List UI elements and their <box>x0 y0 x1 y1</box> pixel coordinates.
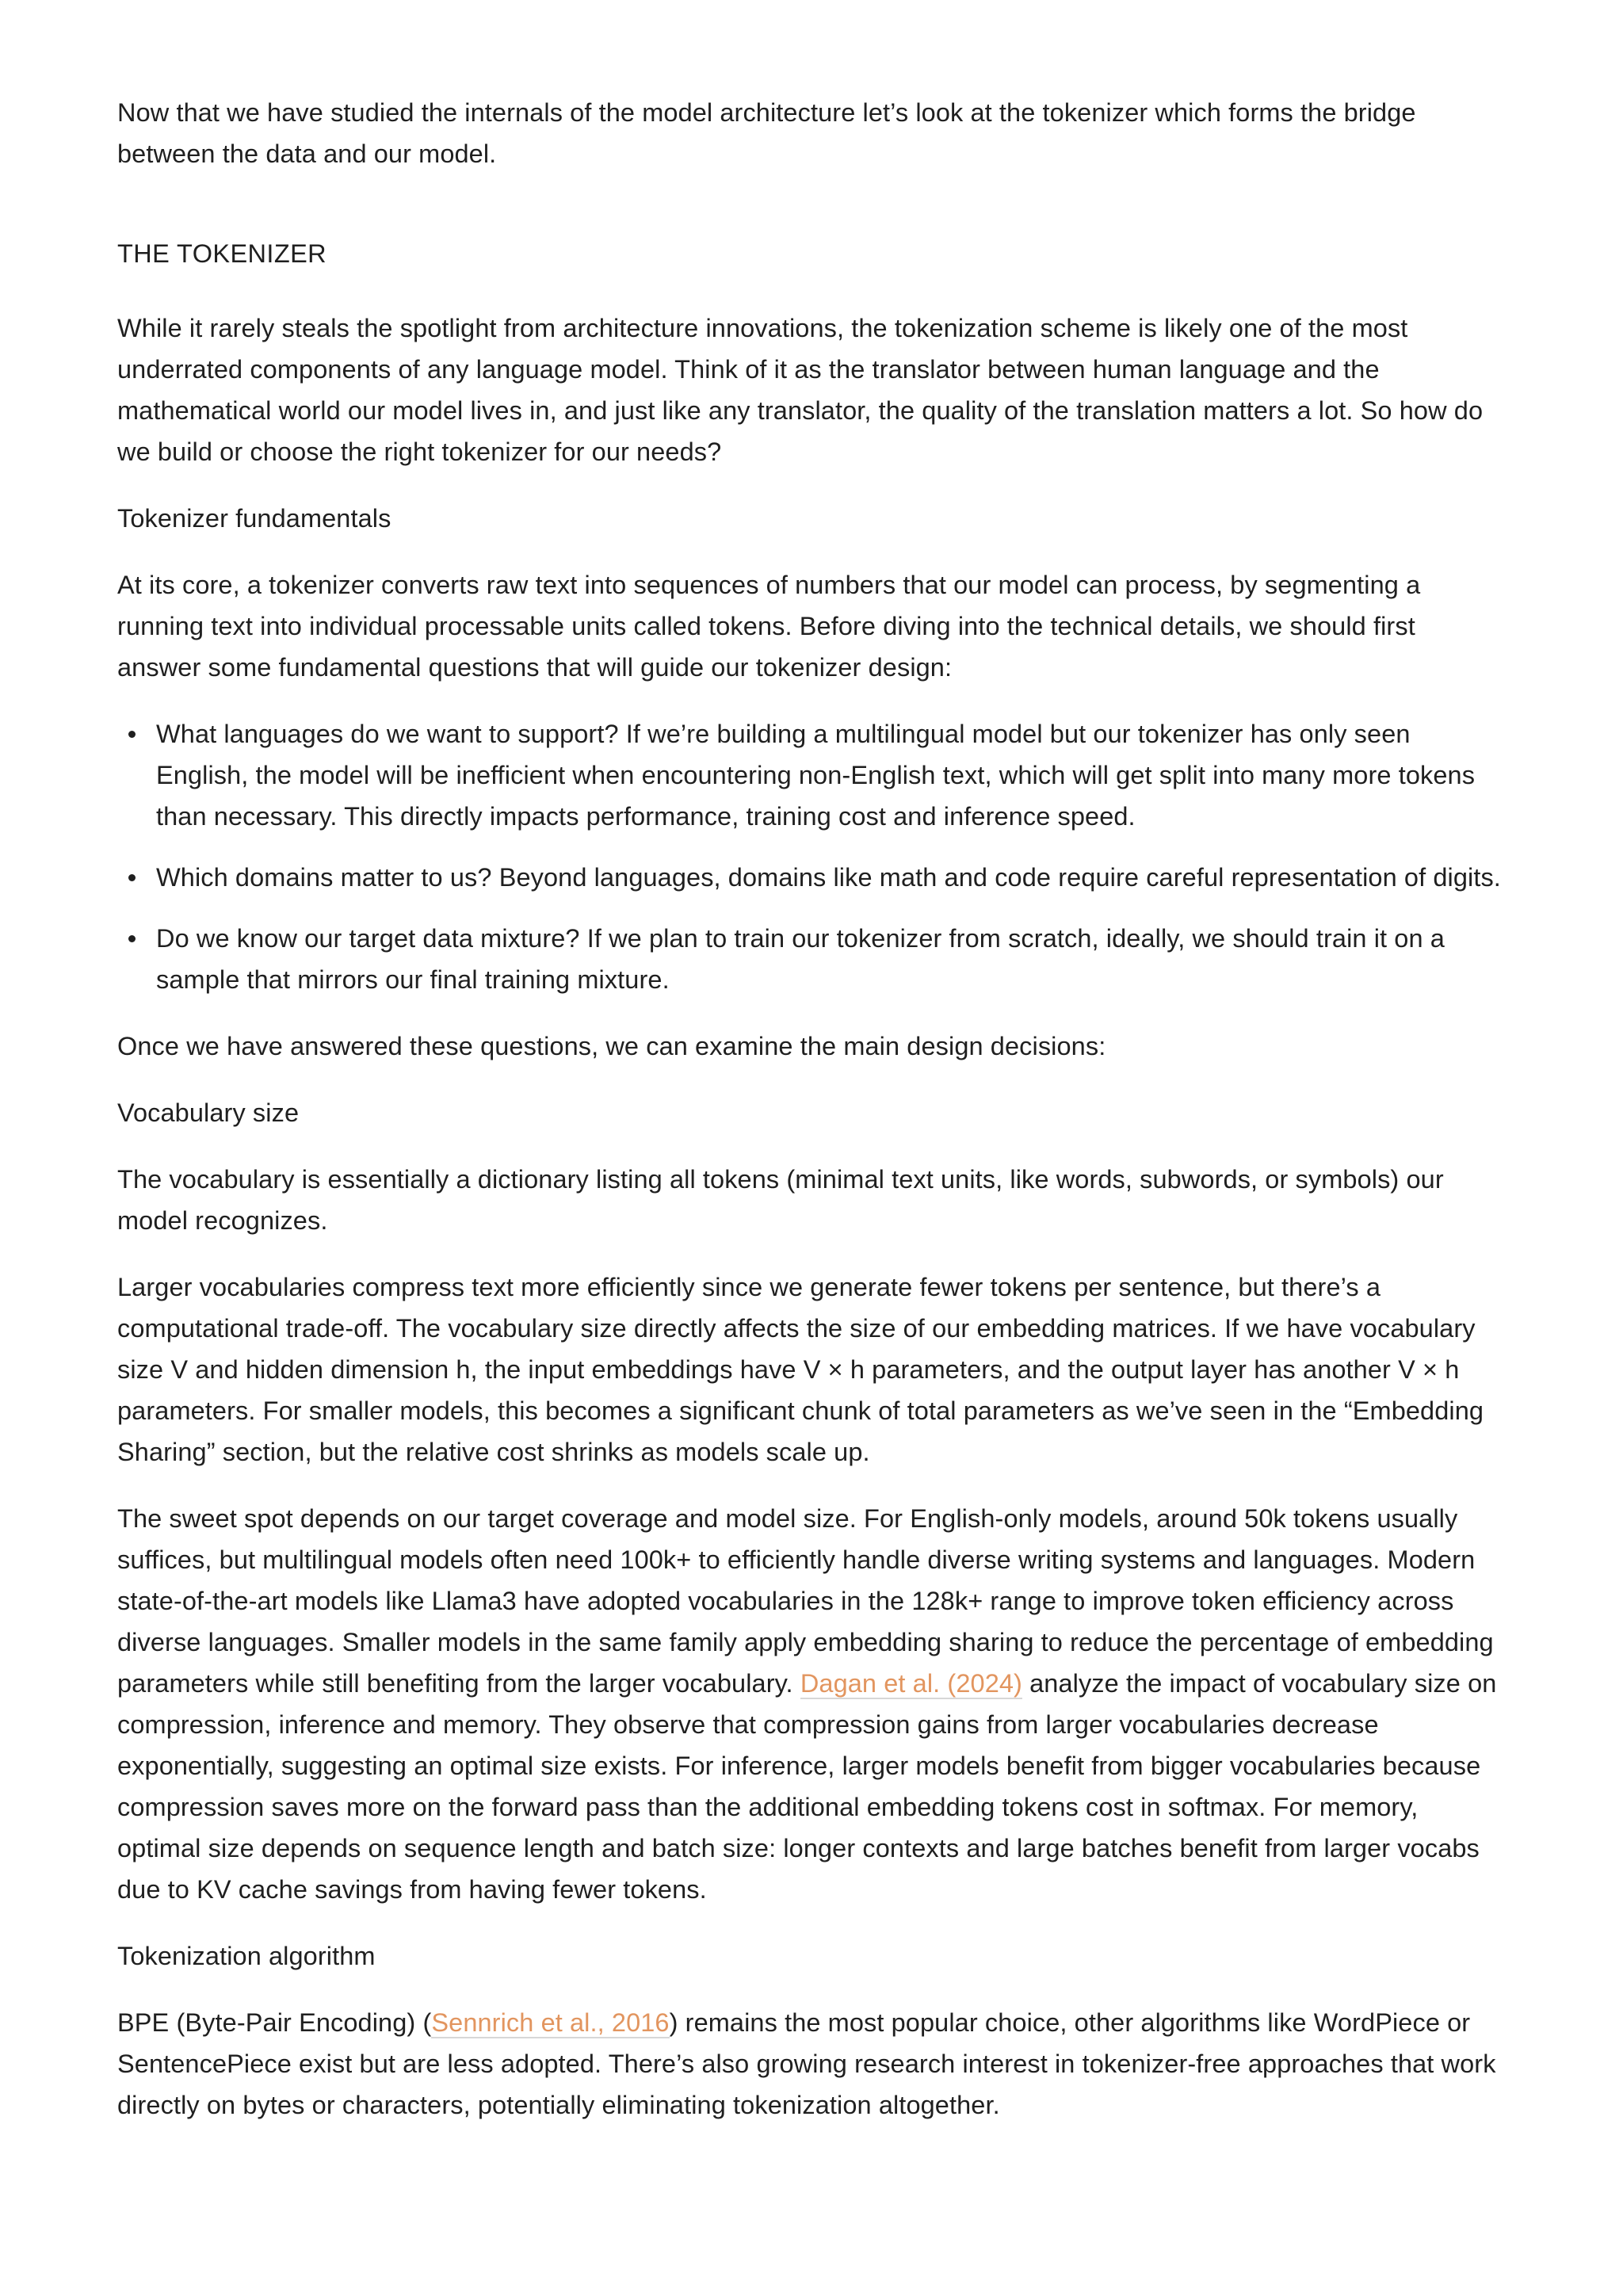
core-paragraph: At its core, a tokenizer converts raw text into sequences of numbers that our model can process, by segmenting a running text into individual processable units called tokens. Before diving into the technical details, we should first answer some fundamental questions that will guide our tokenizer design: <box>117 571 1421 682</box>
spotlight-paragraph: While it rarely steals the spotlight from architecture innovations, the tokenization scheme is likely one of the most underrated components of any language model. Think of it as the translator between human language and the mathematical world our model lives in, and just like any translator, the quality of the translation matters a lot. So how do we build or choose the right tokenizer for our needs? <box>117 314 1484 466</box>
list-item-text: Do we know our target data mixture? If we plan to train our tokenizer from scratch, ideally, we should train it on a sample that mirrors our final training mixture. <box>156 924 1445 994</box>
bullet-dot-icon <box>128 874 136 881</box>
larger-vocabularies-paragraph: Larger vocabularies compress text more efficiently since we generate fewer tokens per sentence, but there’s a computational trade-off. The vocabulary size directly affects the size of our embedding matrices. If we have vocabulary size V and hidden dimension h, the input embeddings have V × h parameters, and the output layer has another V × h parameters. For smaller models, this becomes a significant chunk of total parameters as we’ve seen in the “Embedding Sharing” section, but the relative cost shrinks as models scale up. <box>117 1273 1484 1466</box>
list-item <box>156 857 1506 898</box>
list-item <box>156 713 1506 837</box>
vocabulary-definition-paragraph: The vocabulary is essentially a dictionary listing all tokens (minimal text units, like words, subwords, or symbols) our model recognizes. <box>117 1165 1444 1235</box>
list-item <box>156 918 1506 1000</box>
bpe-text-after: ) remains the most popular choice, other algorithms like WordPiece or SentencePiece exist but are less adopted. There’s also growing research interest in tokenizer-free approaches that work directly on bytes or characters, potentially eliminating tokenization altogether. <box>117 2008 1496 2119</box>
list-item-text: What languages do we want to support? If we’re building a multilingual model but our tokenizer has only seen English, the model will be inefficient when encountering non-English text, which will get split into many more tokens than necessary. This directly impacts performance, training cost and inference speed. <box>156 720 1476 831</box>
sweet-spot-paragraph <box>117 1498 1506 1910</box>
sweet-spot-text-after: analyze the impact of vocabulary size on compression, inference and memory. They observe that compression gains from larger vocabularies decrease exponentially, suggesting an optimal size exists. For inference, larger models benefit from bigger vocabularies because compression saves more on the forward pass than the additional embedding tokens cost in softmax. For memory, optimal size depends on sequence length and batch size: longer contexts and large batches benefit from larger vocabs due to KV cache savings from having fewer tokens. <box>117 1669 1497 1904</box>
intro-paragraph: Now that we have studied the internals of the model architecture let’s look at the tokenizer which forms the bridge between the data and our model. <box>117 98 1416 168</box>
heading-vocabulary-size: Vocabulary size <box>117 1098 300 1127</box>
bullet-dot-icon <box>128 935 136 942</box>
list-item-text: Which domains matter to us? Beyond languages, domains like math and code require careful representation of digits. <box>156 863 1501 892</box>
citation-link-sennrich[interactable]: Sennrich et al., 2016 <box>431 2008 670 2037</box>
bullet-dot-icon <box>128 731 136 738</box>
heading-tokenization-algorithm: Tokenization algorithm <box>117 1942 376 1970</box>
design-questions-list <box>117 713 1506 1000</box>
design-decisions-paragraph: Once we have answered these questions, we can examine the main design decisions: <box>117 1032 1106 1060</box>
section-title: THE TOKENIZER <box>117 239 327 268</box>
sweet-spot-text-before: The sweet spot depends on our target coverage and model size. For English-only models, around 50k tokens usually suffices, but multilingual models often need 100k+ to efficiently handle diverse writing systems and languages. Modern state-of-the-art models like Llama3 have adopted vocabularies in the 128k+ range to improve token efficiency across diverse languages. Smaller models in the same family apply embedding sharing to reduce the percentage of embedding parameters while still benefiting from the larger vocabulary. <box>117 1504 1494 1698</box>
citation-link-dagan[interactable]: Dagan et al. (2024) <box>800 1669 1022 1698</box>
heading-tokenizer-fundamentals: Tokenizer fundamentals <box>117 504 391 533</box>
bpe-text-before: BPE (Byte-Pair Encoding) ( <box>117 2008 432 2037</box>
bpe-paragraph <box>117 2002 1506 2126</box>
